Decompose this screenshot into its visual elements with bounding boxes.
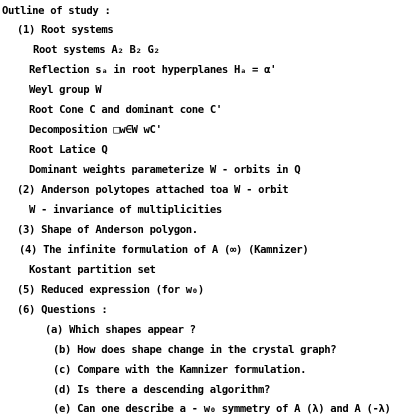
outline-item: Root systems A₂ B₂ G₂ xyxy=(33,44,160,56)
section-infinite-formulation: (4) The infinite formulation of A (∞) (Kamnizer) xyxy=(19,244,309,256)
question-item: (c) Compare with the Kamnizer formulation. xyxy=(53,364,307,376)
section-root-systems: (1) Root systems xyxy=(17,24,114,36)
section-reduced-expression: (5) Reduced expression (for w₀) xyxy=(17,284,204,296)
section-anderson-polytopes: (2) Anderson polytopes attached toa W - orbit xyxy=(17,184,289,196)
question-item: (b) How does shape change in the crystal graph? xyxy=(53,344,337,356)
outline-item: Decomposition □w∈W wC' xyxy=(29,124,162,136)
outline-item: Kostant partition set xyxy=(29,264,156,276)
question-item: (e) Can one describe a - w₀ symmetry of A (λ) and A (-λ) xyxy=(53,403,391,415)
outline-item: Reflection sₐ in root hyperplanes Hₐ = α' xyxy=(29,64,277,76)
outline-item: Root Cone C and dominant cone C' xyxy=(29,104,222,116)
section-shape: (3) Shape of Anderson polygon. xyxy=(17,224,198,236)
question-item: (d) Is there a descending algorithm? xyxy=(53,384,271,396)
outline-item: Root Latice Q xyxy=(29,144,108,156)
outline-item: Weyl group W xyxy=(29,84,102,96)
question-item: (a) Which shapes appear ? xyxy=(45,324,196,336)
outline-item: W - invariance of multiplicities xyxy=(29,204,222,216)
outline-heading: Outline of study : xyxy=(2,5,111,17)
outline-item: Dominant weights parameterize W - orbits in Q xyxy=(29,164,301,176)
section-questions: (6) Questions : xyxy=(17,304,108,316)
